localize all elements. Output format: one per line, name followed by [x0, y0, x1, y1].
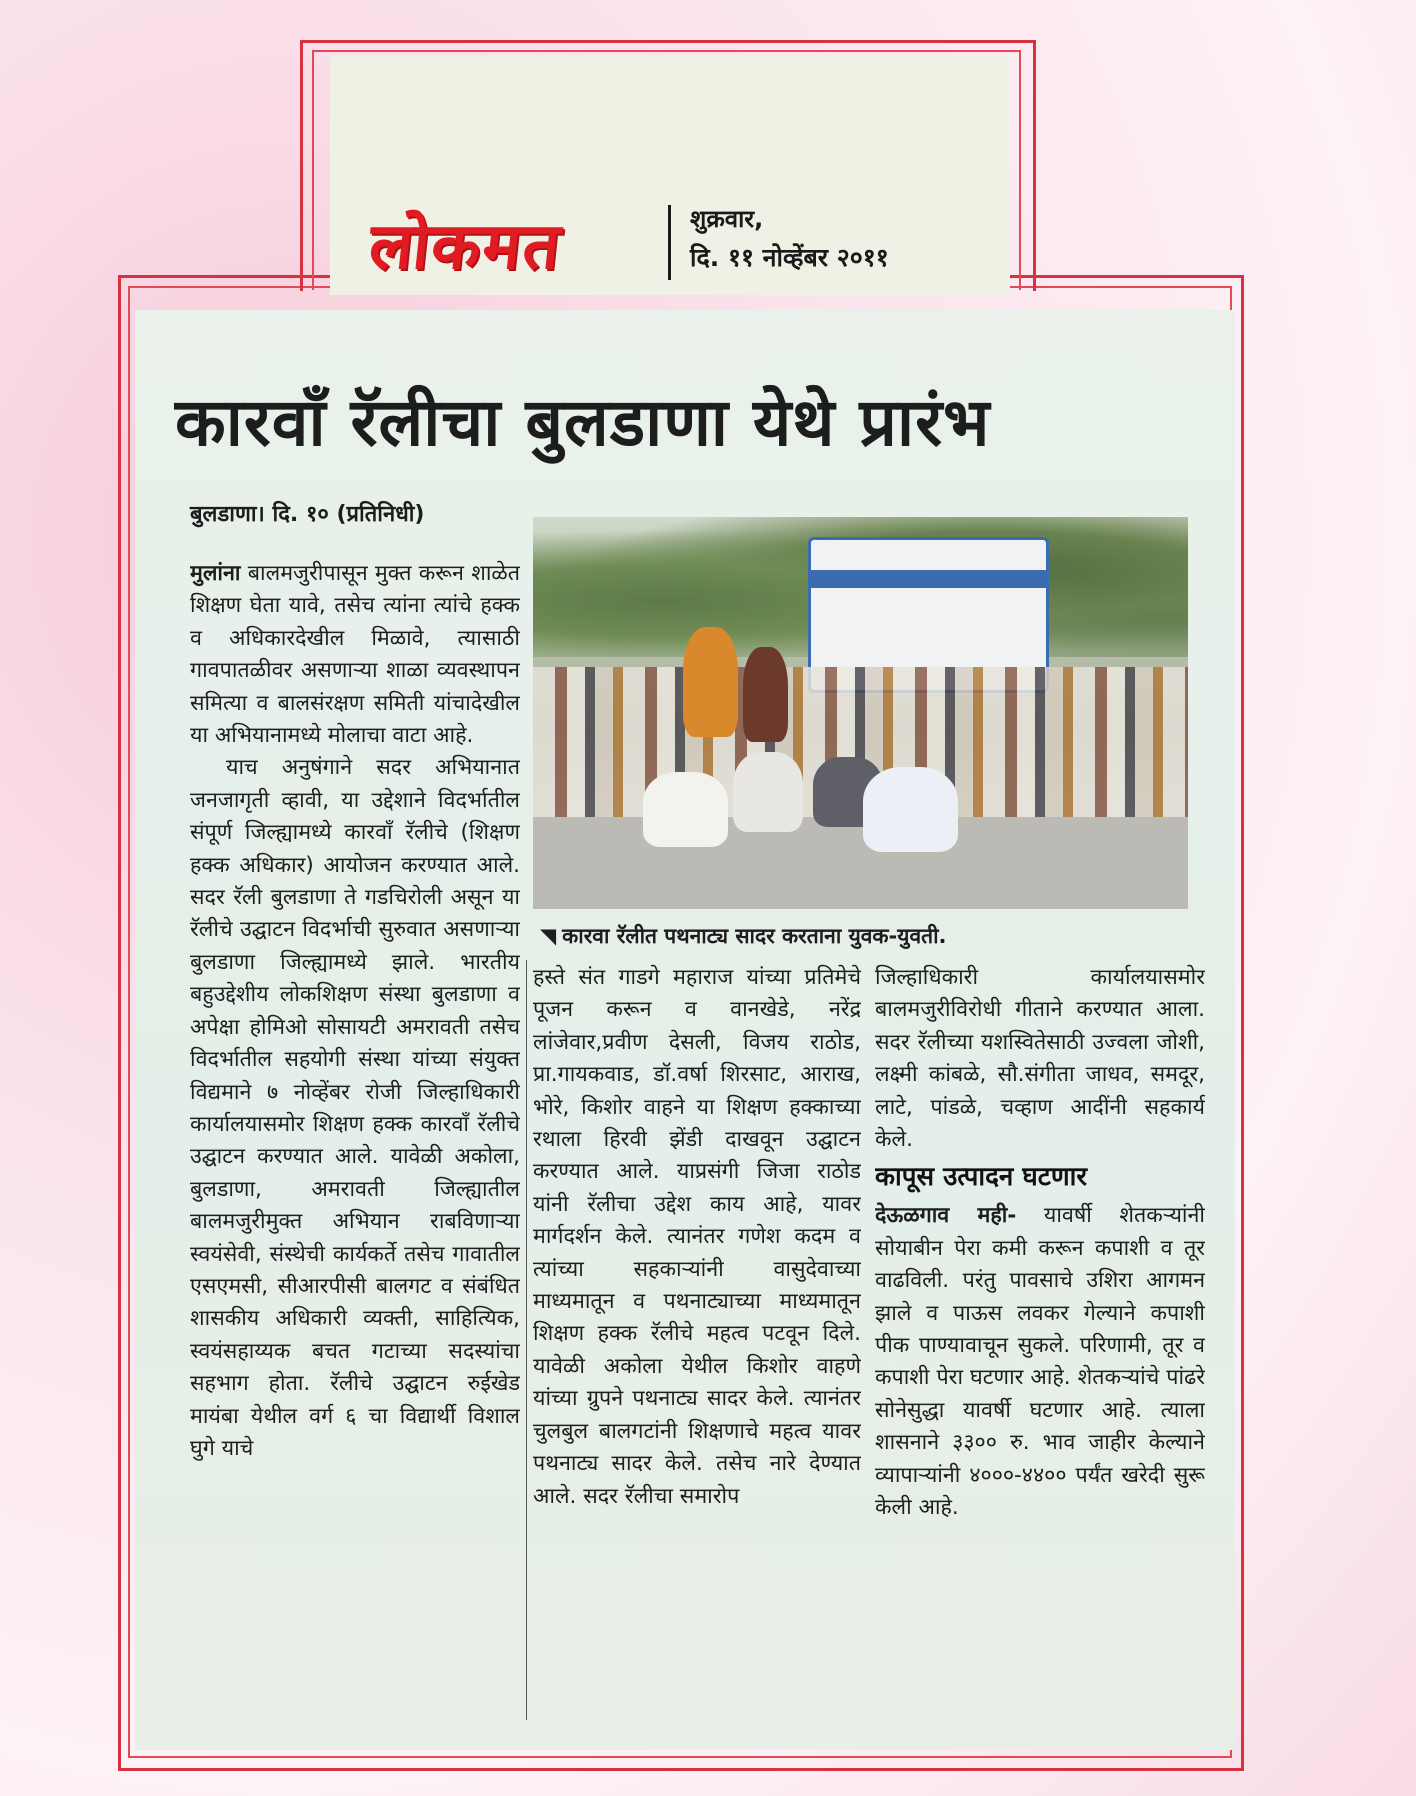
- paragraph-2: याच अनुषंगाने सदर अभियानात जनजागृती व्हावी, या उद्देशाने विदर्भातील संपूर्ण जिल्ह्यामध्ये कारवाँ रॅलीचे (शिक्षण हक्क अधिकार) आयोजन करण्यात आले. सदर रॅली बुलडाणा ते गडचिरोली असून या रॅलीचे उद्घाटन विदर्भाची सुरुवात असणाऱ्या बुलडाणा जिल्ह्यामध्ये झाले. भारतीय बहुउद्देशीय लोकशिक्षण संस्था बुलडाणा व अपेक्षा होमिओ सोसायटी अमरावती तसेच विदर्भातील सहयोगी संस्था यांच्या संयुक्त विद्यमाने ७ नोव्हेंबर रोजी जिल्हाधिकारी कार्यालयासमोर शिक्षण हक्क कारवाँ रॅलीचे उद्घाटन करण्यात आले. यावेळी अकोला, बुलडाणा, अमरावती जिल्ह्यातील बालमजुरीमुक्त अभियान राबविणाऱ्या स्वयंसेवी, संस्थेची कार्यकर्ते तसेच गावातील एसएमसी, सीआरपीसी बालगट व संबंधित शासकीय अधिकारी व्यक्ती, साहित्यिक, स्वयंसहाय्यक बचत गटाच्या सदस्यांचा सहभाग होता. रॅलीचे उद्घाटन रुईखेड मायंबा येथील वर्ग ६ चा विद्यार्थी विशाल घुगे याचे: [190, 755, 520, 1461]
- paragraph-3: हस्ते संत गाडगे महाराज यांच्या प्रतिमेचे पूजन करून व वानखेडे, नरेंद्र लांजेवार,प्रवीण देसली, विजय राठोड, प्रा.गायकवाड, डॉ.वर्षा शिरसाट, आराख, भोरे, किशोर वाहने या शिक्षण हक्काच्या रथाला हिरवी झेंडी दाखवून उद्घाटन करण्यात आले. याप्रसंगी जिजा राठोड यांनी रॅलीचा उद्देश काय आहे, यावर मार्गदर्शन केले. त्यानंतर गणेश कदम व त्यांच्या सहकाऱ्यांनी वासुदेवाच्या माध्यमातून व पथनाट्याच्या माध्यमातून शिक्षण हक्क रॅलीचे महत्व पटवून दिले. यावेळी अकोला येथील किशोर वाहणे यांच्या ग्रुपने पथनाट्य सादर केले. त्यानंतर चुलबुल बालगटांनी शिक्षणाचे महत्व यावर पथनाट्य सादर केले. तसेच नारे देण्यात आले. सदर रॅलीचा समारोप: [533, 965, 861, 1509]
- photo-road: [533, 817, 1188, 909]
- photo-performer: [683, 627, 738, 737]
- article-column-1: [190, 558, 520, 1708]
- photo-performer: [743, 647, 788, 742]
- paragraph-4: जिल्हाधिकारी कार्यालयासमोर बालमजुरीविरोधी गीताने करण्यात आला. सदर रॅलीच्या यशस्वितेसाठी उज्वला जोशी, लक्ष्मी कांबळे, सौ.संगीता जाधव, समदूर, लाटे, पांडळे, चव्हाण आदींनी सहकार्य केले.: [875, 965, 1205, 1153]
- sub-article-dateline: देऊळगाव मही-: [875, 1203, 1017, 1229]
- sub-article-paragraph: [875, 1200, 1205, 1524]
- article-photo: [533, 517, 1188, 909]
- masthead-divider: [668, 205, 671, 280]
- paragraph-1: [190, 558, 520, 752]
- sub-article-headline: कापूस उत्पादन घटणार: [875, 1162, 1088, 1193]
- article-headline: कारवाँ रॅलीचा बुलडाणा येथे प्रारंभ: [175, 384, 991, 461]
- article-column-2: [533, 962, 861, 1542]
- article-dateline: बुलडाणा। दि. १० (प्रतिनिधी): [190, 502, 425, 527]
- paragraph-text: बालमजुरीपासून मुक्त करून शाळेत शिक्षण घेता यावे, तसेच त्यांना त्यांचे हक्क व अधिकारदेखील मिळावे, त्यासाठी गावपातळीवर असणाऱ्या शाळा व्यवस्थापन समित्या व बालसंरक्षण समिती यांचादेखील या अभियानामध्ये मोलाचा वाटा आहे.: [190, 561, 520, 749]
- sub-article-text: यावर्षी शेतकऱ्यांनी सोयाबीन पेरा कमी करून कपाशी व तूर वाढविली. परंतु पावसाचे उशिरा आगमन झाले व पाऊस लवकर गेल्याने कपाशी पीक पाण्यावाचून सुकले. परिणामी, तूर व कपाशी पेरा घटणार आहे. शेतकऱ्यांचे पांढरे सोनेसुद्धा यावर्षी घटणार आहे. त्याला शासनाने ३३०० रु. भाव जाहीर केल्याने व्यापाऱ्यांनी ४०००-४४०० पर्यंत खरेदी सुरू केली आहे.: [875, 1203, 1205, 1521]
- column-rule-1: [526, 960, 527, 1720]
- caption-marker: ◥: [540, 924, 557, 948]
- photo-performer: [863, 767, 958, 852]
- newspaper-logo: लोकमत: [365, 209, 566, 284]
- paragraph-lead-word: मुलांना: [190, 561, 241, 586]
- photo-caption: ◥ कारवा रॅलीत पथनाट्य सादर करताना युवक-युवती.: [540, 924, 947, 948]
- photo-performer: [643, 772, 728, 847]
- masthead-day: शुक्रवार,: [690, 205, 764, 233]
- masthead-date: दि. ११ नोव्हेंबर २०११: [690, 243, 889, 272]
- article-column-3: [875, 962, 1205, 1542]
- photo-performer: [733, 752, 803, 832]
